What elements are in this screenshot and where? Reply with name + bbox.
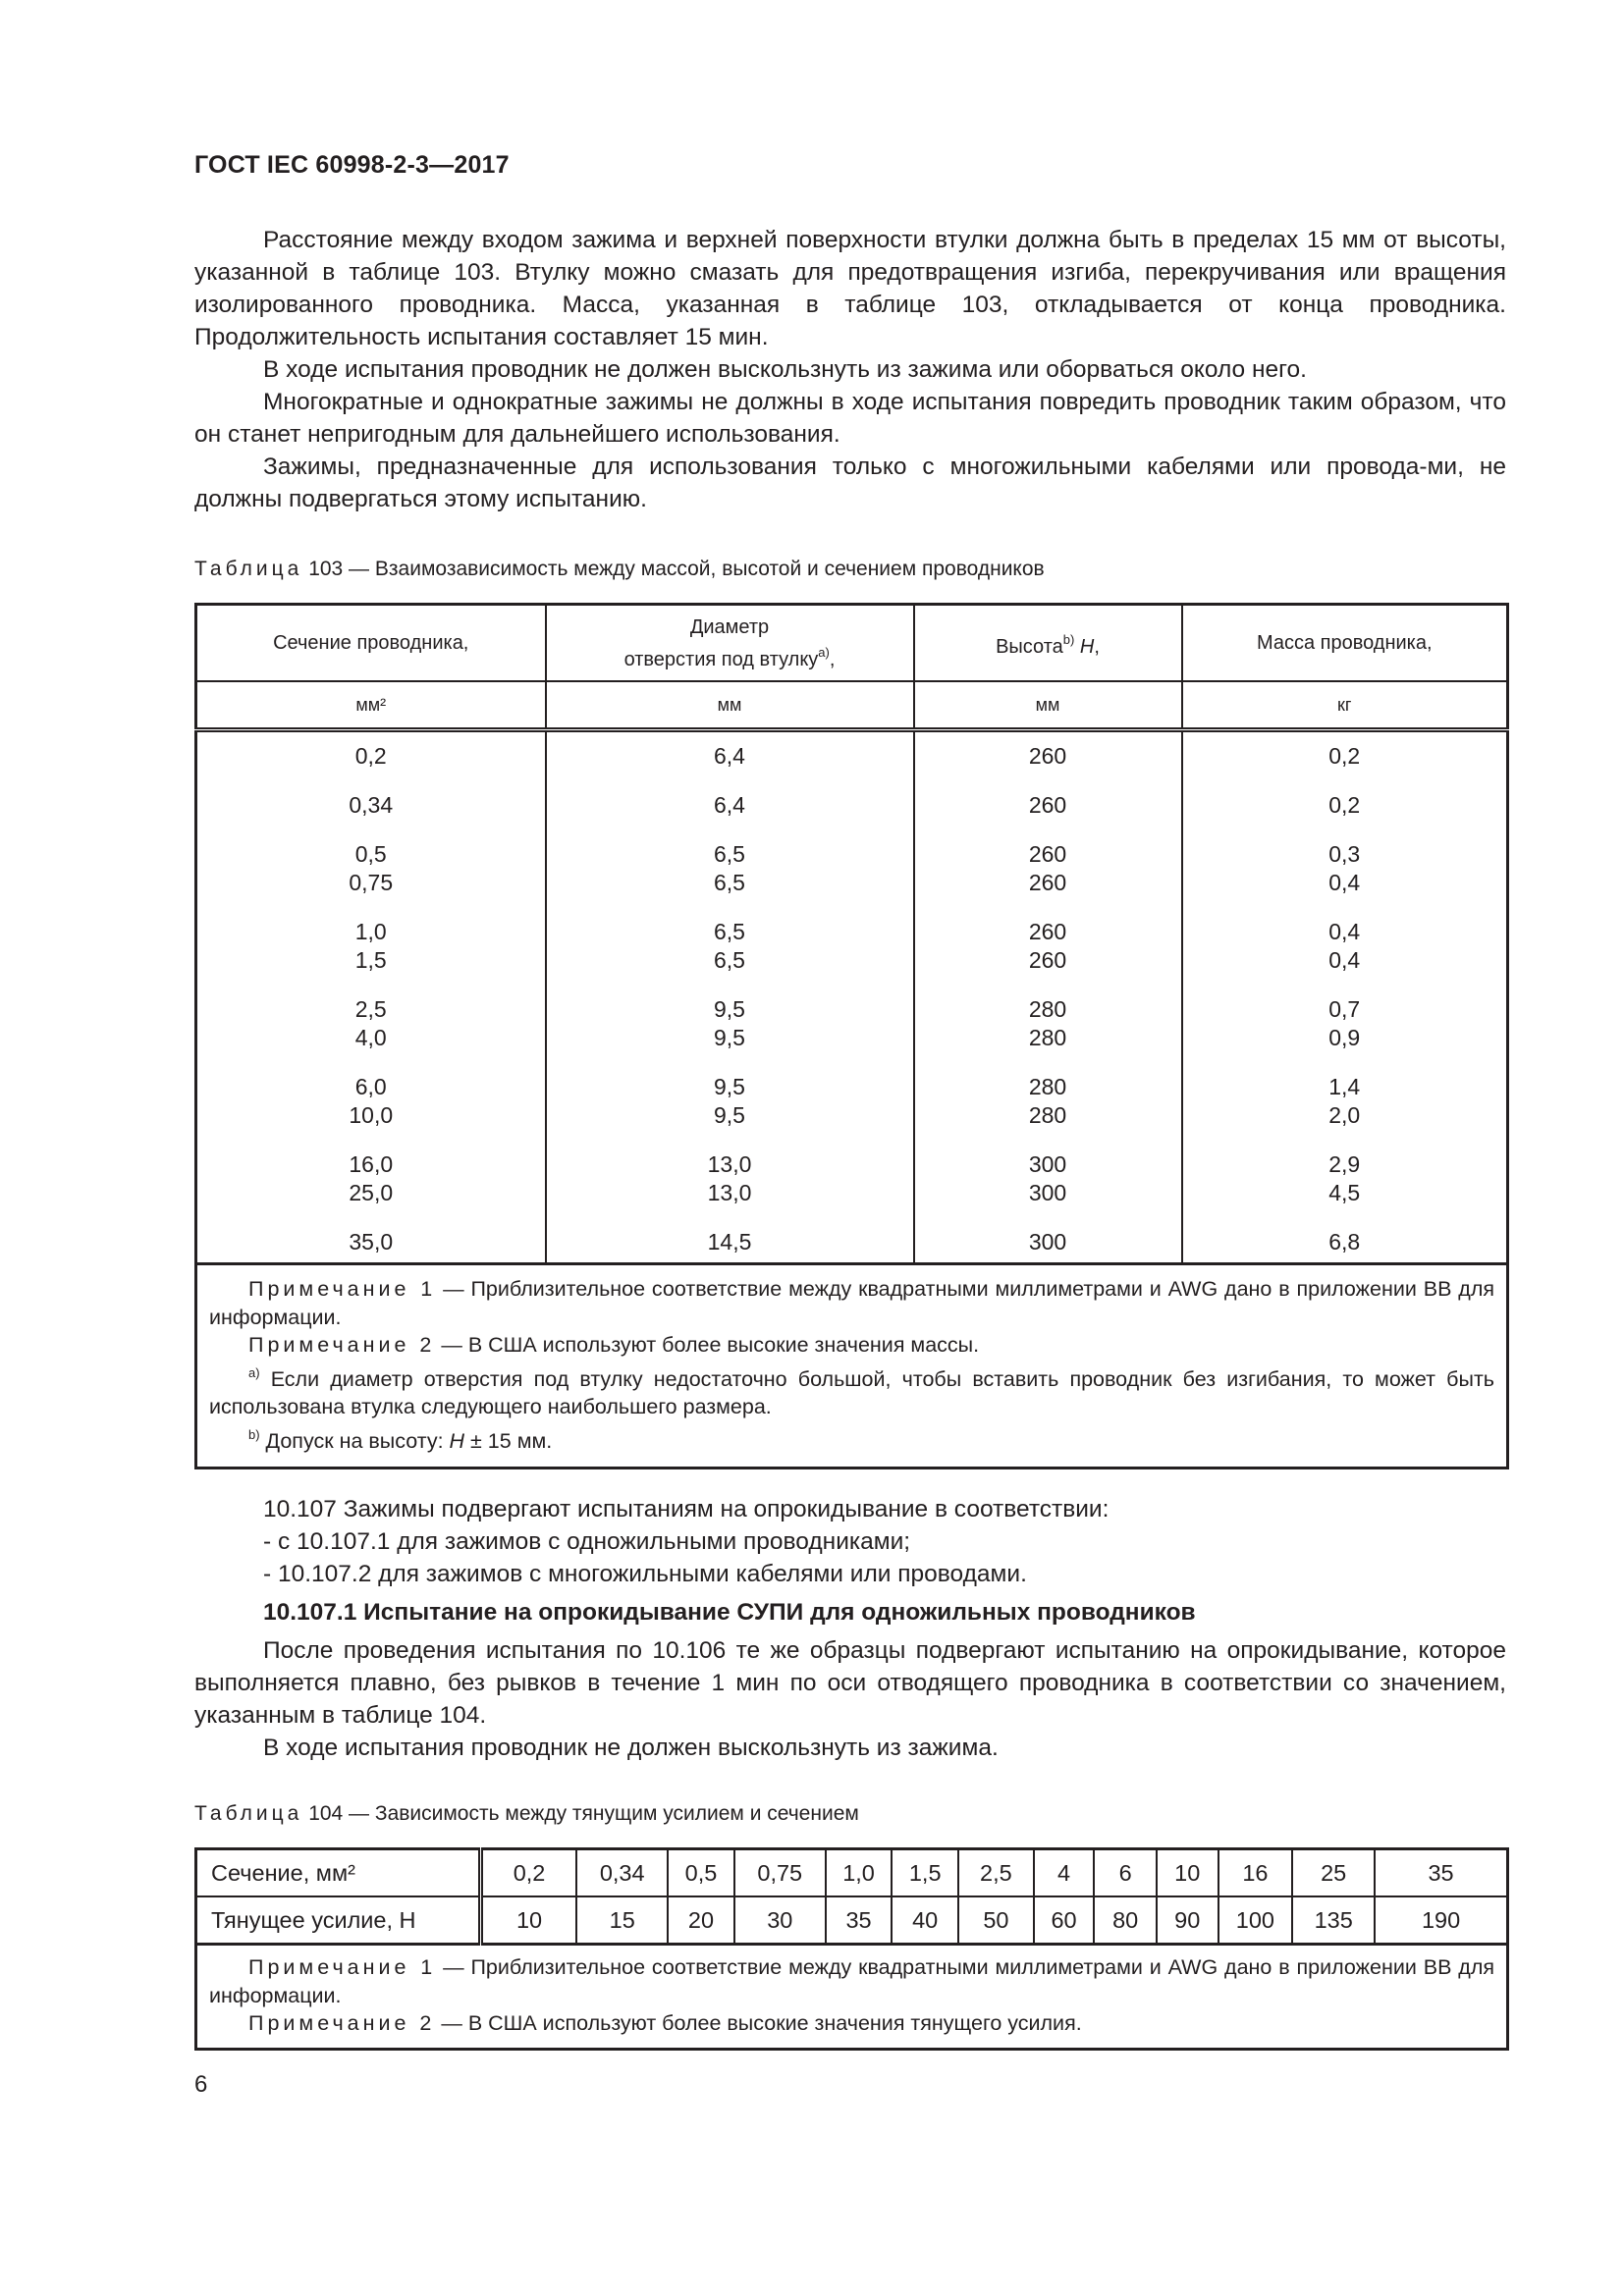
row-label: Сечение, мм² bbox=[196, 1849, 481, 1897]
section-intro: 10.107 Зажимы подвергают испытаниям на опрокидывание в соответствии: bbox=[263, 1496, 1110, 1522]
paragraph: Зажимы, предназначенные для использования только с многожильными кабелями или провода-ми, не должны подвергаться этому испытанию. bbox=[194, 454, 1506, 512]
cell-value: 6,4 bbox=[714, 743, 745, 769]
table-cell bbox=[1182, 1218, 1508, 1264]
table-cell: 135 bbox=[1292, 1896, 1375, 1945]
notes-cell bbox=[196, 1264, 1508, 1468]
table-cell: 16 bbox=[1218, 1849, 1293, 1897]
cell-value: 0,2 bbox=[354, 743, 387, 769]
cell-value: 0,4 bbox=[1328, 870, 1361, 895]
cell-value: 260 bbox=[1028, 919, 1067, 944]
paragraph: После проведения испытания по 10.106 те же образцы подвергают испытанию на опрокидывание, которое выполняется плавно, без рывков в течение 1 мин по оси отводящего проводника в соответствии со значением, указанным в таблице 104. bbox=[194, 1637, 1506, 1729]
footnote-a: $^{a)}$ Если диаметр отверстия под втулку недостаточно большой, чтобы вставить проводник без изгибания, то может быть использована втулка следующего наибольшего размера. bbox=[209, 1364, 1494, 1418]
cell-value: 13,0 bbox=[707, 1180, 752, 1205]
cell-value: 4,0 bbox=[354, 1025, 387, 1050]
header-row bbox=[196, 605, 1508, 682]
table-cell: 190 bbox=[1375, 1896, 1507, 1945]
cell-value: 260 bbox=[1028, 743, 1067, 769]
intro-text bbox=[194, 224, 1506, 515]
paragraph: В ходе испытания проводник не должен выскользнуть из зажима. bbox=[263, 1735, 999, 1761]
cell-value: 0,2 bbox=[1328, 743, 1361, 769]
cell-value: 10,0 bbox=[349, 1102, 394, 1128]
table-cell bbox=[1182, 986, 1508, 1063]
footnote-b: $^{b)}$ Допуск на высоту: H ± 15 мм. bbox=[248, 1426, 553, 1453]
column-header-mass: Масса проводника, bbox=[1182, 605, 1508, 682]
table-cell: 60 bbox=[1034, 1896, 1095, 1945]
table-cell bbox=[196, 1218, 546, 1264]
table-cell: 100 bbox=[1218, 1896, 1293, 1945]
table-103 bbox=[194, 603, 1509, 1469]
table-cell bbox=[196, 1141, 546, 1218]
cell-value: 6,5 bbox=[714, 919, 745, 944]
cell-value: 280 bbox=[1028, 1025, 1067, 1050]
table-cell: 10 bbox=[1157, 1849, 1218, 1897]
table-cell: 6 bbox=[1094, 1849, 1157, 1897]
section-10-107 bbox=[194, 1493, 1506, 1764]
table-cell: 0,5 bbox=[668, 1849, 734, 1897]
table-104-notes bbox=[196, 1945, 1508, 2050]
table-103-caption bbox=[194, 558, 1045, 581]
table-row-group bbox=[196, 1141, 1508, 1218]
table-cell: 25 bbox=[1292, 1849, 1375, 1897]
paragraph: В ходе испытания проводник не должен выскользнуть из зажима или оборваться около него. bbox=[263, 356, 1307, 383]
table-cell bbox=[546, 730, 914, 782]
table-cell: 4 bbox=[1034, 1849, 1095, 1897]
cell-value: 2,0 bbox=[1328, 1102, 1361, 1128]
table-104-caption bbox=[194, 1802, 859, 1826]
cell-value: 0,4 bbox=[1328, 919, 1361, 944]
table-cell bbox=[196, 781, 546, 830]
notes-cell bbox=[196, 1945, 1508, 2050]
caption-label: Таблица bbox=[194, 1802, 303, 1825]
cell-value: 0,34 bbox=[349, 792, 394, 818]
cell-value: 14,5 bbox=[707, 1229, 752, 1255]
cell-value: 9,5 bbox=[714, 1074, 745, 1099]
cell-value: 35,0 bbox=[349, 1229, 394, 1255]
table-cell: 80 bbox=[1094, 1896, 1157, 1945]
table-cell bbox=[196, 986, 546, 1063]
table-cell: 0,34 bbox=[576, 1849, 668, 1897]
table-cell: 10 bbox=[480, 1896, 576, 1945]
force-row bbox=[196, 1896, 1508, 1945]
table-cell: 40 bbox=[892, 1896, 958, 1945]
caption-text: 104 — Зависимость между тянущим усилием и сечением bbox=[308, 1802, 859, 1825]
cell-value: 13,0 bbox=[707, 1151, 752, 1177]
cell-value: 0,3 bbox=[1328, 841, 1361, 867]
table-103-notes bbox=[196, 1264, 1508, 1468]
cell-value: 6,0 bbox=[354, 1074, 387, 1099]
table-cell: 35 bbox=[826, 1896, 893, 1945]
document-code: ГОСТ IEC 60998-2-3—2017 bbox=[194, 151, 510, 179]
table-row-group bbox=[196, 1063, 1508, 1141]
cell-value: 0,9 bbox=[1328, 1025, 1361, 1050]
cell-value: 6,8 bbox=[1328, 1229, 1361, 1255]
list-item: - с 10.107.1 для зажимов с одножильными проводниками; bbox=[263, 1528, 911, 1555]
table-cell bbox=[914, 1063, 1182, 1141]
table-cell bbox=[546, 1218, 914, 1264]
table-row-group bbox=[196, 986, 1508, 1063]
table-cell bbox=[546, 830, 914, 908]
table-cell bbox=[1182, 908, 1508, 986]
cell-value: 25,0 bbox=[349, 1180, 394, 1205]
table-cell bbox=[196, 1063, 546, 1141]
cell-value: 2,9 bbox=[1328, 1151, 1361, 1177]
note-1: Примечание 1 — Приблизительное соответствие между квадратными миллиметрами и AWG дано в приложении ВВ для информации. bbox=[209, 1955, 1495, 2007]
table-cell: 50 bbox=[958, 1896, 1034, 1945]
cell-value: 1,5 bbox=[354, 947, 387, 973]
page-number: 6 bbox=[194, 2071, 208, 2098]
cell-value: 0,5 bbox=[354, 841, 387, 867]
section-row bbox=[196, 1849, 1508, 1897]
cell-value: 280 bbox=[1028, 1074, 1067, 1099]
table-cell: 0,2 bbox=[480, 1849, 576, 1897]
table-cell: 0,75 bbox=[734, 1849, 826, 1897]
table-cell bbox=[914, 781, 1182, 830]
cell-value: 260 bbox=[1028, 947, 1067, 973]
table-cell: 2,5 bbox=[958, 1849, 1034, 1897]
table-cell bbox=[914, 730, 1182, 782]
cell-value: 300 bbox=[1028, 1229, 1067, 1255]
table-cell bbox=[914, 1141, 1182, 1218]
table-cell bbox=[1182, 1063, 1508, 1141]
caption-text: 103 — Взаимозависимость между массой, высотой и сечением проводников bbox=[308, 558, 1045, 580]
paragraph: Расстояние между входом зажима и верхней поверхности втулки должна быть в пределах 15 мм от высоты, указанной в таблице 103. Втулку можно смазать для предотвращения изгиба, перекручивания или вращения изолированного проводника. Масса, указанная в таблице 103, откладывается от конца проводника. Продолжительность испытания составляет 15 мин. bbox=[194, 227, 1506, 350]
cell-value: 6,5 bbox=[714, 947, 745, 973]
table-cell bbox=[914, 830, 1182, 908]
cell-value: 300 bbox=[1028, 1180, 1067, 1205]
cell-value: 280 bbox=[1028, 996, 1067, 1022]
table-cell bbox=[196, 730, 546, 782]
table-row-group bbox=[196, 781, 1508, 830]
table-row-group bbox=[196, 830, 1508, 908]
table-cell bbox=[546, 781, 914, 830]
table-cell: 15 bbox=[576, 1896, 668, 1945]
note-2: Примечание 2 — В США используют более высокие значения тянущего усилия. bbox=[248, 2011, 1082, 2035]
table-cell: 90 bbox=[1157, 1896, 1218, 1945]
cell-value: 0,75 bbox=[349, 870, 394, 895]
table-cell bbox=[1182, 730, 1508, 782]
table-row-group bbox=[196, 730, 1508, 782]
table-cell: 35 bbox=[1375, 1849, 1507, 1897]
note-2: Примечание 2 — В США используют более высокие значения массы. bbox=[248, 1333, 980, 1357]
cell-value: 9,5 bbox=[714, 1025, 745, 1050]
cell-value: 300 bbox=[1028, 1151, 1067, 1177]
table-cell bbox=[546, 1063, 914, 1141]
section-heading: 10.107.1 Испытание на опрокидывание СУПИ для одножильных проводников bbox=[263, 1599, 1196, 1626]
cell-value: 280 bbox=[1028, 1102, 1067, 1128]
cell-value: 6,4 bbox=[714, 792, 745, 818]
table-row-group bbox=[196, 908, 1508, 986]
cell-value: 6,5 bbox=[714, 841, 745, 867]
note-1: Примечание 1 — Приблизительное соответствие между квадратными миллиметрами и AWG дано в приложении ВВ для информации. bbox=[209, 1277, 1495, 1329]
unit-cell: мм bbox=[546, 681, 914, 730]
table-row-group bbox=[196, 1218, 1508, 1264]
cell-value: 1,0 bbox=[354, 919, 387, 944]
cell-value: 260 bbox=[1028, 870, 1067, 895]
cell-value: 1,4 bbox=[1328, 1074, 1361, 1099]
table-cell: 20 bbox=[668, 1896, 734, 1945]
table-cell bbox=[1182, 830, 1508, 908]
cell-value: 4,5 bbox=[1328, 1180, 1361, 1205]
table-cell bbox=[546, 1141, 914, 1218]
units-row bbox=[196, 681, 1508, 730]
table-cell bbox=[914, 1218, 1182, 1264]
table-cell: 1,5 bbox=[892, 1849, 958, 1897]
cell-value: 0,4 bbox=[1328, 947, 1361, 973]
table-cell bbox=[196, 830, 546, 908]
table-cell bbox=[546, 908, 914, 986]
table-cell bbox=[914, 908, 1182, 986]
caption-label: Таблица bbox=[194, 558, 303, 580]
cell-value: 0,2 bbox=[1328, 792, 1361, 818]
list-item: - 10.107.2 для зажимов с многожильными кабелями или проводами. bbox=[263, 1561, 1027, 1587]
table-cell: 30 bbox=[734, 1896, 826, 1945]
table-cell bbox=[196, 908, 546, 986]
cell-value: 260 bbox=[1028, 792, 1067, 818]
cell-value: 0,7 bbox=[1328, 996, 1361, 1022]
table-104 bbox=[194, 1847, 1509, 2051]
column-header-diameter: Диаметр отверстия под втулку$^{a)}$, bbox=[546, 605, 914, 682]
table-cell bbox=[1182, 781, 1508, 830]
table-cell bbox=[1182, 1141, 1508, 1218]
cell-value: 16,0 bbox=[349, 1151, 394, 1177]
column-header-height: Высота$^{b)}$ H, bbox=[914, 605, 1182, 682]
unit-cell: мм² bbox=[196, 681, 546, 730]
cell-value: 6,5 bbox=[714, 870, 745, 895]
table-cell bbox=[914, 986, 1182, 1063]
paragraph: Многократные и однократные зажимы не должны в ходе испытания повредить проводник таким образом, что он станет непригодным для дальнейшего использования. bbox=[194, 389, 1506, 448]
row-label: Тянущее усилие, Н bbox=[196, 1896, 481, 1945]
cell-value: 2,5 bbox=[354, 996, 387, 1022]
table-cell: 1,0 bbox=[826, 1849, 893, 1897]
cell-value: 9,5 bbox=[714, 1102, 745, 1128]
cell-value: 260 bbox=[1028, 841, 1067, 867]
unit-cell: кг bbox=[1182, 681, 1508, 730]
column-header-section: Сечение проводника, bbox=[196, 605, 546, 682]
cell-value: 9,5 bbox=[714, 996, 745, 1022]
unit-cell: мм bbox=[914, 681, 1182, 730]
table-cell bbox=[546, 986, 914, 1063]
